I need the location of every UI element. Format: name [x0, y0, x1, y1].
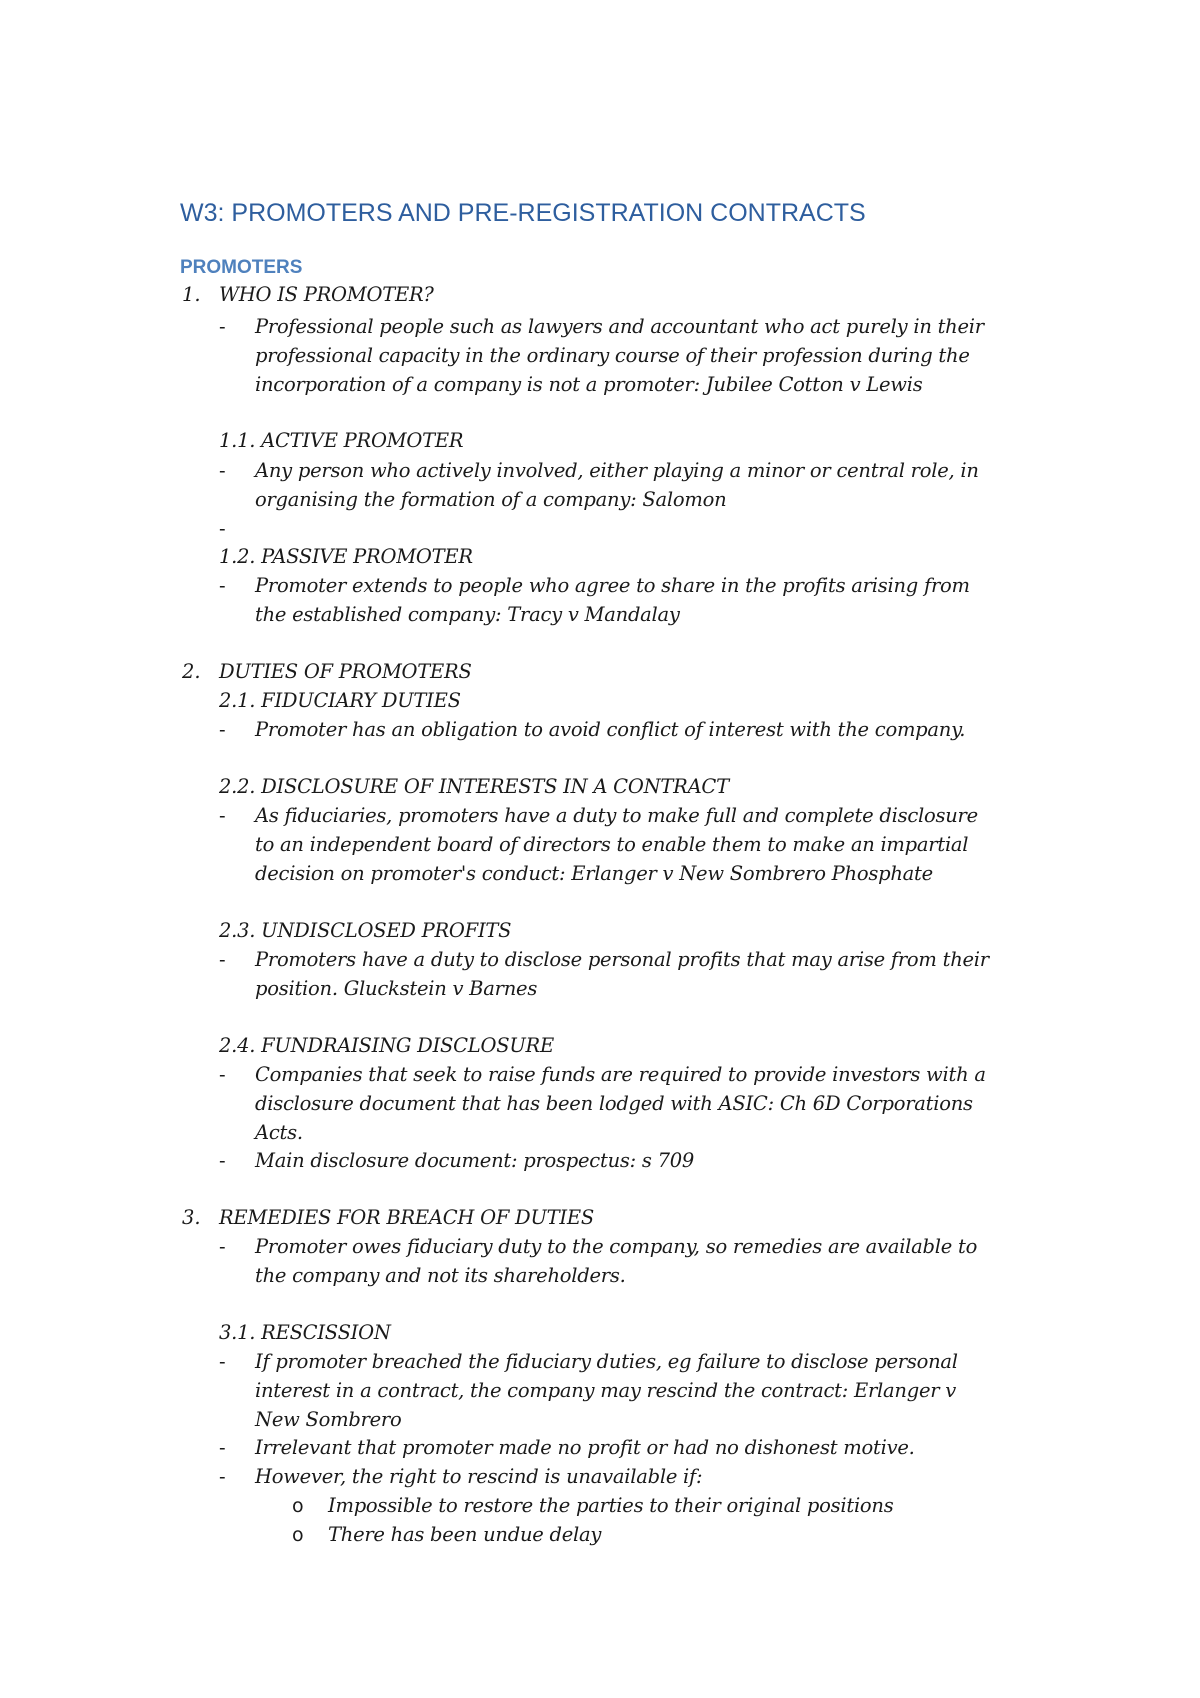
dash-bullet: - — [219, 1149, 226, 1172]
dash-bullet: - — [219, 1465, 226, 1488]
subsection-heading: 1.2. PASSIVE PROMOTER — [219, 545, 473, 568]
dash-bullet: - — [219, 517, 226, 540]
body-line: Promoter has an obligation to avoid conflict of interest with the company. — [255, 718, 966, 741]
body-line: Main disclosure document: prospectus: s 709 — [255, 1149, 695, 1172]
section-heading: PROMOTERS — [180, 257, 303, 278]
subsection-heading: 2.3. UNDISCLOSED PROFITS — [219, 919, 512, 942]
body-line: Professional people such as lawyers and accountant who act purely in their — [255, 315, 984, 338]
dash-bullet: - — [219, 718, 226, 741]
body-line: However, the right to rescind is unavailable if: — [255, 1465, 703, 1488]
body-line: Promoter extends to people who agree to share in the profits arising from — [255, 574, 970, 597]
list-heading: DUTIES OF PROMOTERS — [219, 660, 472, 683]
body-line: decision on promoter's conduct: Erlanger v New Sombrero Phosphate — [255, 862, 933, 885]
body-line: Impossible to restore the parties to their original positions — [328, 1494, 894, 1517]
body-line: New Sombrero — [255, 1408, 402, 1431]
list-number: 3. — [182, 1206, 201, 1229]
circle-bullet: o — [292, 1524, 304, 1546]
body-line: the established company: Tracy v Mandalay — [255, 603, 680, 626]
subsection-heading: 2.2. DISCLOSURE OF INTERESTS IN A CONTRACT — [219, 775, 729, 798]
body-line: disclosure document that has been lodged with ASIC: Ch 6D Corporations — [255, 1092, 973, 1115]
body-line: Irrelevant that promoter made no profit or had no dishonest motive. — [255, 1436, 915, 1459]
body-line: position. Gluckstein v Barnes — [255, 977, 538, 1000]
list-heading: WHO IS PROMOTER? — [219, 283, 434, 306]
body-line: Promoter owes fiduciary duty to the company, so remedies are available to — [255, 1235, 978, 1258]
body-line: the company and not its shareholders. — [255, 1264, 626, 1287]
list-heading: REMEDIES FOR BREACH OF DUTIES — [219, 1206, 594, 1229]
dash-bullet: - — [219, 804, 226, 827]
body-line: Promoters have a duty to disclose personal profits that may arise from their — [255, 948, 989, 971]
page-title: W3: PROMOTERS AND PRE-REGISTRATION CONTRACTS — [180, 199, 866, 227]
subsection-heading: 1.1. ACTIVE PROMOTER — [219, 429, 464, 452]
dash-bullet: - — [219, 1235, 226, 1258]
body-line: interest in a contract, the company may rescind the contract: Erlanger v — [255, 1379, 957, 1402]
body-line: There has been undue delay — [328, 1523, 602, 1546]
subsection-heading: 3.1. RESCISSION — [219, 1321, 391, 1344]
dash-bullet: - — [219, 1350, 226, 1373]
dash-bullet: - — [219, 459, 226, 482]
list-number: 2. — [182, 660, 201, 683]
body-line: If promoter breached the fiduciary duties, eg failure to disclose personal — [255, 1350, 958, 1373]
body-line: to an independent board of directors to enable them to make an impartial — [255, 833, 969, 856]
body-line: Any person who actively involved, either playing a minor or central role, in — [255, 459, 979, 482]
body-line: Acts. — [255, 1121, 303, 1144]
dash-bullet: - — [219, 1063, 226, 1086]
body-line: Companies that seek to raise funds are required to provide investors with a — [255, 1063, 986, 1086]
body-line: As fiduciaries, promoters have a duty to make full and complete disclosure — [255, 804, 978, 827]
body-line: incorporation of a company is not a promoter: Jubilee Cotton v Lewis — [255, 373, 923, 396]
subsection-heading: 2.1. FIDUCIARY DUTIES — [219, 689, 461, 712]
dash-bullet: - — [219, 574, 226, 597]
body-line: organising the formation of a company: Salomon — [255, 488, 727, 511]
dash-bullet: - — [219, 1436, 226, 1459]
dash-bullet: - — [219, 315, 226, 338]
subsection-heading: 2.4. FUNDRAISING DISCLOSURE — [219, 1034, 554, 1057]
dash-bullet: - — [219, 948, 226, 971]
body-line: professional capacity in the ordinary course of their profession during the — [255, 344, 970, 367]
list-number: 1. — [182, 283, 201, 306]
circle-bullet: o — [292, 1495, 304, 1517]
